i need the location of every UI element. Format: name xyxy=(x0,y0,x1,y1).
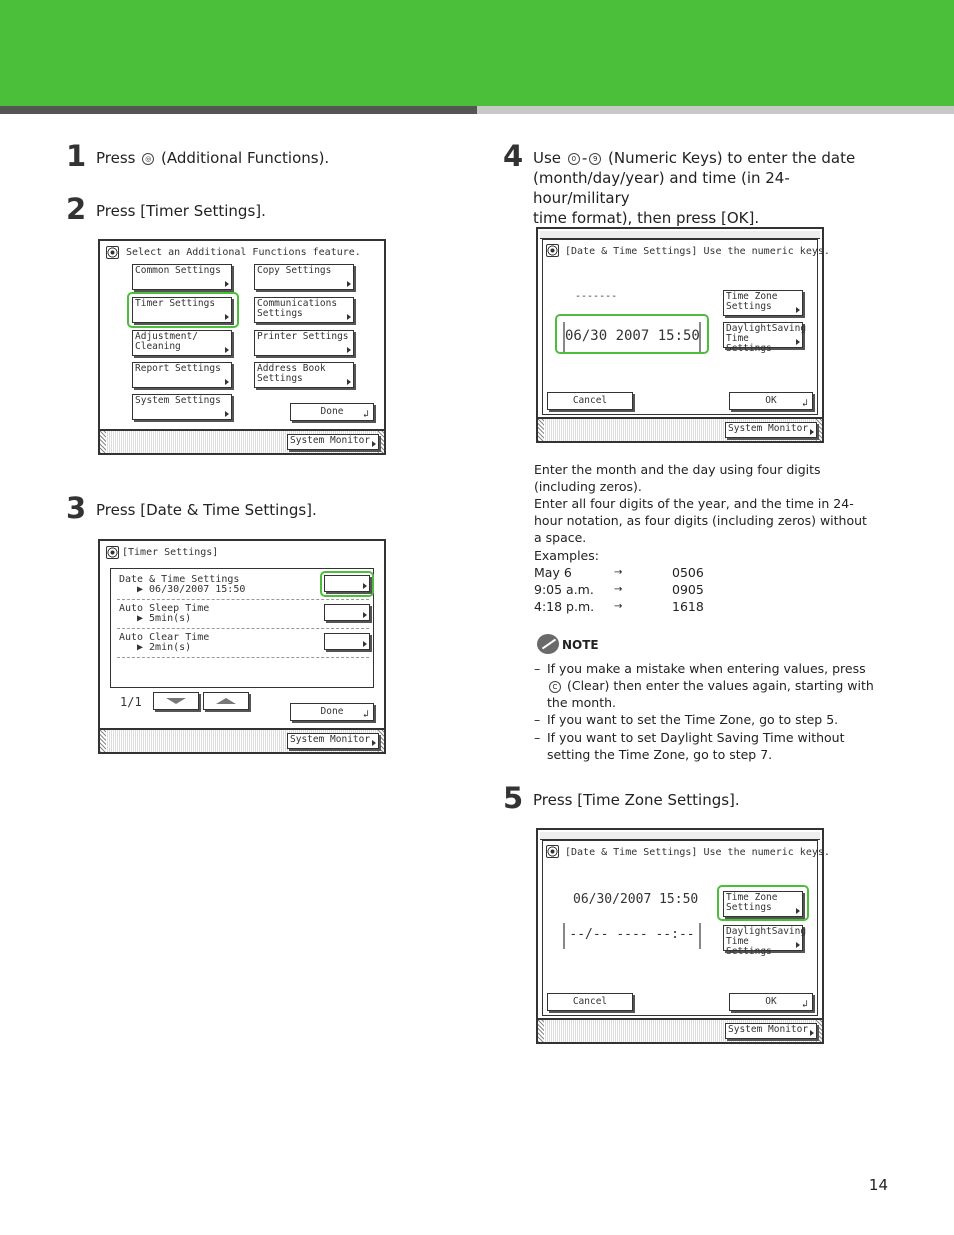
screen-title: [Timer Settings] xyxy=(122,547,219,558)
settings-list xyxy=(110,568,374,688)
screen-title: Select an Additional Functions feature. xyxy=(126,247,361,258)
daylight-saving-settings-button[interactable]: DaylightSaving Time Settings xyxy=(723,322,803,348)
done-button[interactable]: Done ↲ xyxy=(290,403,374,421)
row-label: Auto Sleep Time xyxy=(119,603,210,614)
examples-label: Examples: xyxy=(534,548,599,563)
screen-footer xyxy=(100,429,384,453)
datetime-input[interactable]: --/-- ---- --:-- xyxy=(563,923,701,949)
note-item: – If you want to set the Time Zone, go to step 5. xyxy=(534,712,839,727)
additional-functions-key-icon: ◎ xyxy=(142,153,154,165)
screen-footer xyxy=(538,417,822,441)
step-text: Press [Timer Settings]. xyxy=(96,202,266,220)
date-time-icon xyxy=(546,244,559,257)
time-zone-settings-button[interactable]: Time Zone Settings xyxy=(723,891,803,917)
step-5 xyxy=(503,781,740,815)
date-time-icon xyxy=(546,845,559,858)
common-settings-button[interactable]: Common Settings xyxy=(132,264,232,290)
row-label: Date & Time Settings xyxy=(119,574,240,585)
step-number: 1 xyxy=(66,139,87,173)
header-bar-light xyxy=(477,106,954,114)
system-monitor-button[interactable]: System Monitor xyxy=(287,733,379,749)
screen-body xyxy=(542,239,830,415)
chevron-up-icon xyxy=(216,698,236,704)
header-banner xyxy=(0,0,954,106)
adjustment-cleaning-button[interactable]: Adjustment/ Cleaning xyxy=(132,330,232,356)
row-value: ▶ 2min(s) xyxy=(137,642,192,653)
step-number: 2 xyxy=(66,192,87,226)
row-value: ▶ 5min(s) xyxy=(137,613,192,624)
step-4 xyxy=(503,139,873,228)
report-settings-button[interactable]: Report Settings xyxy=(132,362,232,388)
screen-footer xyxy=(100,728,384,752)
done-button[interactable]: Done ↲ xyxy=(290,703,374,721)
cancel-button[interactable]: Cancel xyxy=(547,993,633,1011)
additional-functions-icon xyxy=(106,246,119,259)
clear-key-icon: C xyxy=(549,681,561,693)
instruction-month-day: Enter the month and the day using four digits (including zeros). xyxy=(534,462,821,494)
datetime-highlight xyxy=(555,314,709,354)
ok-button[interactable]: OK ↲ xyxy=(729,993,813,1011)
numeric-key-9-icon: 9 xyxy=(589,153,601,165)
timer-settings-highlight xyxy=(127,292,239,328)
date-time-highlight xyxy=(320,571,374,597)
copy-settings-button[interactable]: Copy Settings xyxy=(254,264,354,290)
timer-settings-screen xyxy=(98,539,386,754)
datetime-input[interactable]: 06/30 2007 15:50 xyxy=(563,322,701,352)
screen-title: [Date & Time Settings] Use the numeric keys. xyxy=(565,246,830,257)
row-value: ▶ 06/30/2007 15:50 xyxy=(137,584,246,595)
page-number: 14 xyxy=(868,1176,888,1194)
auto-sleep-time-button[interactable] xyxy=(324,604,370,621)
step-1 xyxy=(66,139,330,173)
note-item: – If you make a mistake when entering values, press C (Clear) then enter the values again, starting with the month. xyxy=(534,661,874,710)
page-indicator: 1/1 xyxy=(120,695,142,709)
scroll-down-button[interactable] xyxy=(153,692,199,710)
scroll-up-button[interactable] xyxy=(203,692,249,710)
numeric-key-0-icon: 0 xyxy=(568,153,580,165)
step-text: Press ◎ (Additional Functions). xyxy=(96,149,330,167)
step-2 xyxy=(66,192,266,226)
step-text: Use 0 - 9 (Numeric Keys) to enter the date (month/day/year) and time (in 24-hour/military time format), then press [OK]. xyxy=(533,149,856,227)
screen-title: [Date & Time Settings] Use the numeric keys. xyxy=(565,847,830,858)
step-text: Press [Time Zone Settings]. xyxy=(533,791,740,809)
timer-settings-button[interactable]: Timer Settings xyxy=(132,297,232,323)
timer-settings-icon xyxy=(106,546,119,559)
header-bar-dark xyxy=(0,106,477,114)
blank-dashes: ------- xyxy=(575,291,618,302)
step-3 xyxy=(66,491,317,525)
note-label: NOTE xyxy=(562,638,599,652)
example-row: 4:18 p.m. → 1618 xyxy=(534,599,704,614)
ok-button[interactable]: OK ↲ xyxy=(729,392,813,410)
time-zone-settings-button[interactable]: Time Zone Settings xyxy=(723,290,803,316)
row-label: Auto Clear Time xyxy=(119,632,210,643)
system-monitor-button[interactable]: System Monitor xyxy=(725,422,817,438)
cancel-button[interactable]: Cancel xyxy=(547,392,633,410)
step-number: 4 xyxy=(503,139,524,173)
step-number: 3 xyxy=(66,491,87,525)
date-time-confirm-screen xyxy=(536,828,830,1044)
example-row: 9:05 a.m. → 0905 xyxy=(534,582,704,597)
system-settings-button[interactable]: System Settings xyxy=(132,394,232,420)
system-monitor-button[interactable]: System Monitor xyxy=(725,1023,817,1039)
note-item: – If you want to set Daylight Saving Time without setting the Time Zone, go to step 7. xyxy=(534,730,845,762)
screen-body xyxy=(542,840,830,1016)
current-datetime: 06/30/2007 15:50 xyxy=(573,892,699,907)
date-time-entry-screen xyxy=(536,227,830,443)
daylight-saving-settings-button[interactable]: DaylightSaving Time Settings xyxy=(723,925,803,951)
instruction-year-time: Enter all four digits of the year, and the time in 24-hour notation, as four digits (including zeros) without a space. xyxy=(534,496,867,545)
time-zone-highlight xyxy=(717,885,809,921)
address-book-settings-button[interactable]: Address Book Settings xyxy=(254,362,354,388)
pencil-note-icon xyxy=(537,634,559,654)
chevron-down-icon xyxy=(166,698,186,704)
screen-footer xyxy=(538,1018,822,1042)
system-monitor-button[interactable]: System Monitor xyxy=(287,434,379,450)
auto-clear-time-button[interactable] xyxy=(324,633,370,650)
additional-functions-screen xyxy=(98,239,386,455)
step-number: 5 xyxy=(503,781,524,815)
example-row: May 6 → 0506 xyxy=(534,565,704,580)
printer-settings-button[interactable]: Printer Settings xyxy=(254,330,354,356)
communications-settings-button[interactable]: Communications Settings xyxy=(254,297,354,323)
step-text: Press [Date & Time Settings]. xyxy=(96,501,317,519)
